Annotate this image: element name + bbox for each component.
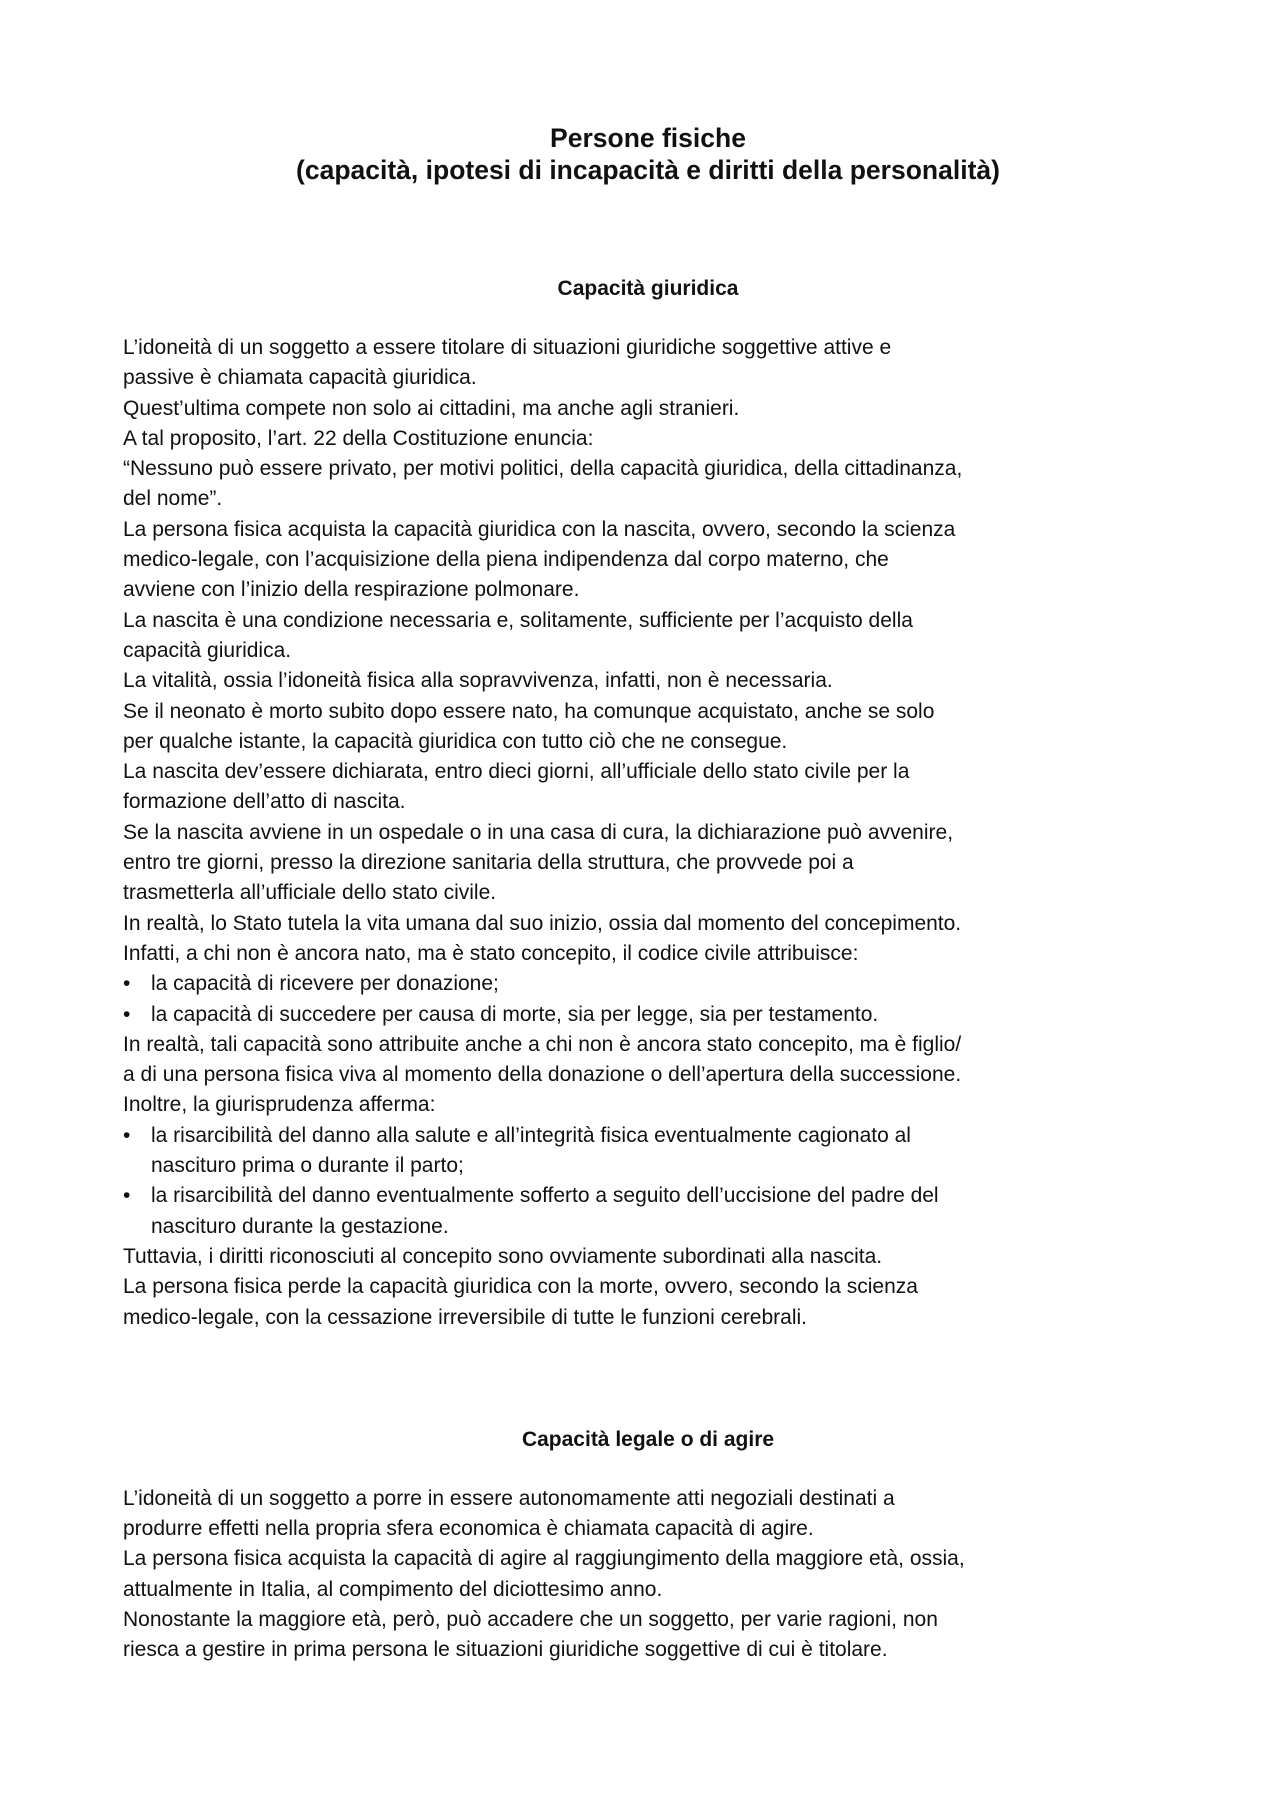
text-line: La persona fisica acquista la capacità giuridica con la nascita, ovvero, secondo la scienza	[123, 517, 956, 541]
text-line: Se il neonato è morto subito dopo essere nato, ha comunque acquistato, anche se solo	[123, 699, 935, 723]
text-line: a di una persona fisica viva al momento della donazione o dell’apertura della successione.	[123, 1063, 962, 1087]
bullet-item	[123, 969, 1173, 999]
bullet-icon: •	[123, 972, 131, 996]
text-line: medico-legale, con l’acquisizione della piena indipendenza dal corpo materno, che	[123, 548, 889, 572]
text-line: La nascita dev’essere dichiarata, entro dieci giorni, all’ufficiale dello stato civile per la	[123, 760, 910, 784]
section-heading-capacita-di-agire: Capacità legale o di agire	[521, 1427, 775, 1451]
bullet-text: la capacità di succedere per causa di morte, sia per legge, sia per testamento.	[151, 1002, 879, 1026]
bullet-icon: •	[123, 1184, 131, 1208]
text-line: entro tre giorni, presso la direzione sanitaria della struttura, che provvede poi a	[123, 851, 854, 875]
text-line: Inoltre, la giurisprudenza afferma:	[123, 1093, 436, 1117]
text-line: Tuttavia, i diritti riconosciuti al concepito sono ovviamente subordinati alla nascita.	[123, 1244, 883, 1268]
text-line: La persona fisica acquista la capacità di agire al raggiungimento della maggiore età, ossia,	[123, 1547, 965, 1571]
text-line: In realtà, tali capacità sono attribuite anche a chi non è ancora stato concepito, ma è figlio/	[123, 1032, 962, 1056]
text-line: del nome”.	[123, 487, 223, 511]
text-line: La persona fisica perde la capacità giuridica con la morte, ovvero, secondo la scienza	[123, 1275, 918, 1299]
bullet-text: la risarcibilità del danno eventualmente sofferto a seguito dell’uccisione del padre del	[151, 1184, 939, 1208]
text-line: In realtà, lo Stato tutela la vita umana dal suo inizio, ossia dal momento del concepimento.	[123, 911, 962, 935]
text-line: riesca a gestire in prima persona le situazioni giuridiche soggettive di cui è titolare.	[123, 1638, 888, 1662]
text-line: per qualche istante, la capacità giuridica con tutto ciò che ne consegue.	[123, 729, 788, 753]
bullet-text-continuation: nascituro durante la gestazione.	[151, 1214, 449, 1238]
bullet-item	[123, 1000, 1173, 1030]
title-line-2: (capacità, ipotesi di incapacità e diritti della personalità)	[296, 155, 1000, 185]
text-line: produrre effetti nella propria sfera economica è chiamata capacità di agire.	[123, 1517, 814, 1541]
text-line: avviene con l’inizio della respirazione polmonare.	[123, 578, 580, 602]
text-line: Infatti, a chi non è ancora nato, ma è stato concepito, il codice civile attribuisce:	[123, 941, 859, 965]
document-title	[123, 122, 1173, 186]
document-page	[123, 122, 1173, 1666]
bullet-text: la capacità di ricevere per donazione;	[151, 972, 499, 996]
text-line: Nonostante la maggiore età, però, può accadere che un soggetto, per varie ragioni, non	[123, 1607, 938, 1631]
text-line: L’idoneità di un soggetto a essere titolare di situazioni giuridiche soggettive attive e	[123, 336, 892, 359]
text-line: A tal proposito, l’art. 22 della Costituzione enuncia:	[123, 426, 594, 450]
bullet-text: la risarcibilità del danno alla salute e all’integrità fisica eventualmente cagionato al	[151, 1123, 911, 1147]
text-line: medico-legale, con la cessazione irreversibile di tutte le funzioni cerebrali.	[123, 1305, 808, 1329]
text-line: Se la nascita avviene in un ospedale o in una casa di cura, la dichiarazione può avvenire,	[123, 820, 954, 844]
text-line: “Nessuno può essere privato, per motivi politici, della capacità giuridica, della cittadinanza,	[123, 457, 963, 481]
section-heading-capacita-giuridica: Capacità giuridica	[557, 277, 739, 300]
text-line: La vitalità, ossia l’idoneità fisica alla sopravvivenza, infatti, non è necessaria.	[123, 669, 833, 693]
text-line: attualmente in Italia, al compimento del diciottesimo anno.	[123, 1577, 663, 1601]
text-line: Quest’ultima compete non solo ai cittadini, ma anche agli stranieri.	[123, 396, 740, 420]
text-line: capacità giuridica.	[123, 638, 292, 662]
bullet-text-continuation: nascituro prima o durante il parto;	[151, 1154, 464, 1178]
text-line: passive è chiamata capacità giuridica.	[123, 366, 477, 390]
section-body-capacita-giuridica	[123, 333, 1173, 1333]
title-line-1: Persone fisiche	[550, 123, 746, 153]
text-line: formazione dell’atto di nascita.	[123, 790, 406, 814]
section-body-capacita-di-agire	[123, 1484, 1173, 1666]
text-line: trasmetterla all’ufficiale dello stato civile.	[123, 881, 497, 905]
bullet-item	[123, 1121, 1173, 1182]
bullet-icon: •	[123, 1123, 131, 1147]
bullet-icon: •	[123, 1002, 131, 1026]
text-line: La nascita è una condizione necessaria e, solitamente, sufficiente per l’acquisto della	[123, 608, 913, 632]
bullet-item	[123, 1181, 1173, 1242]
text-line: L’idoneità di un soggetto a porre in essere autonomamente atti negoziali destinati a	[123, 1486, 895, 1510]
